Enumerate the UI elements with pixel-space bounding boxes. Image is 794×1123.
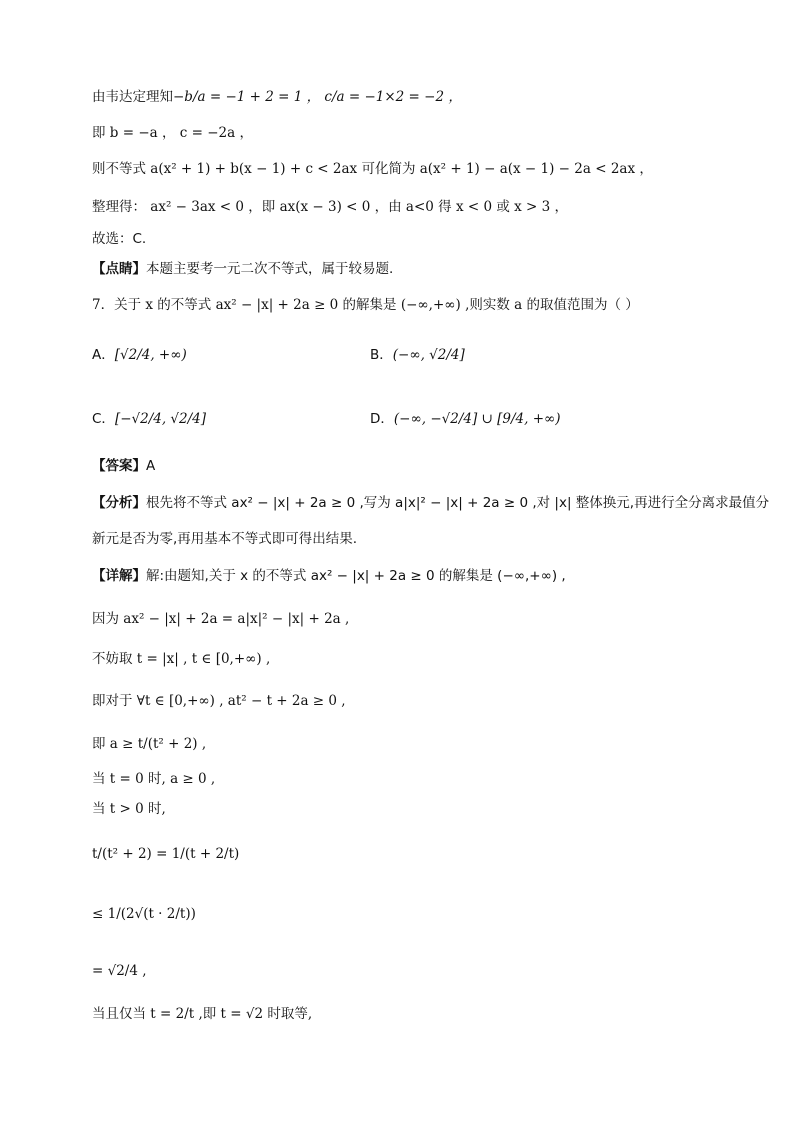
detail-tag: 【详解】 [92,568,146,584]
analysis-line-1 [92,494,769,512]
option-c-value: [−√2/4, √2/4] [114,411,207,427]
option-a-value: [√2/4, +∞) [114,347,187,363]
comment-text: 本题主要考一元二次不等式，属于较易题. [146,261,394,277]
step-8: ≤ 1/(2√(t · 2/t)) [92,906,196,922]
vieta-line [92,88,462,106]
step-10: 当且仅当 t = 2/t ,即 t = √2 时取等, [92,1006,313,1022]
simplify-line: 则不等式 a(x² + 1) + b(x − 1) + c < 2ax 可化简为 a(x² + 1) − a(x − 1) − 2a < 2ax ， [92,161,653,177]
option-c [92,410,206,428]
option-a [92,346,187,364]
arrange-line: 整理得： ax² − 3ax < 0 ，即 ax(x − 3) < 0 ，由 a<0 得 x < 0 或 x > 3 ， [92,199,569,215]
step-6: 当 t > 0 时, [92,801,166,817]
option-d [370,410,561,428]
b-c-relation: 即 b = −a ， c = −2a ， [92,125,253,141]
step-3: 即对于 ∀t ∈ [0,+∞) , at² − t + 2a ≥ 0 , [92,693,346,709]
option-b-label: B． [370,347,393,363]
step-9: = √2/4 , [92,963,147,979]
comment-tag: 【点睛】 [92,261,146,277]
option-c-label: C． [92,411,115,427]
analysis-tag: 【分析】 [92,495,146,511]
step-5: 当 t = 0 时, a ≥ 0 , [92,771,216,787]
vieta-prefix: 由韦达定理知 [92,89,173,105]
step-1: 因为 ax² − |x| + 2a = a|x|² − |x| + 2a , [92,611,350,627]
step-2: 不妨取 t = |x| , t ∈ [0,+∞) , [92,651,271,667]
detail-line [92,567,566,585]
answer-tag: 【答案】 [92,458,146,474]
option-a-label: A． [92,347,115,363]
answer-line [92,457,155,475]
answer-text: A [146,458,156,474]
detail-text: 解:由题知,关于 x 的不等式 ax² − |x| + 2a ≥ 0 的解集是 (−∞,+∞) , [146,568,566,584]
step-4: 即 a ≥ t/(t² + 2) , [92,736,207,752]
choose-c-line: 故选：C. [92,231,147,247]
comment-line [92,260,393,278]
vieta-math: −b/a = −1 + 2 = 1 ， c/a = −1×2 = −2 ， [173,89,462,105]
step-7: t/(t² + 2) = 1/(t + 2/t) [92,846,240,862]
option-d-label: D． [370,411,394,427]
analysis-text-1: 根先将不等式 ax² − |x| + 2a ≥ 0 ,写为 a|x|² − |x| + 2a ≥ 0 ,对 |x| 整体换元,再进行全分离求最值分 [146,495,770,511]
option-b-value: (−∞, √2/4] [392,347,465,363]
question-7: 7．关于 x 的不等式 ax² − |x| + 2a ≥ 0 的解集是 (−∞,+∞) ,则实数 a 的取值范围为（ ） [92,297,639,313]
option-d-value: (−∞, −√2/4] ∪ [9/4, +∞) [393,411,561,427]
option-b [370,346,465,364]
analysis-line-2: 新元是否为零,再用基本不等式即可得出结果. [92,531,358,547]
